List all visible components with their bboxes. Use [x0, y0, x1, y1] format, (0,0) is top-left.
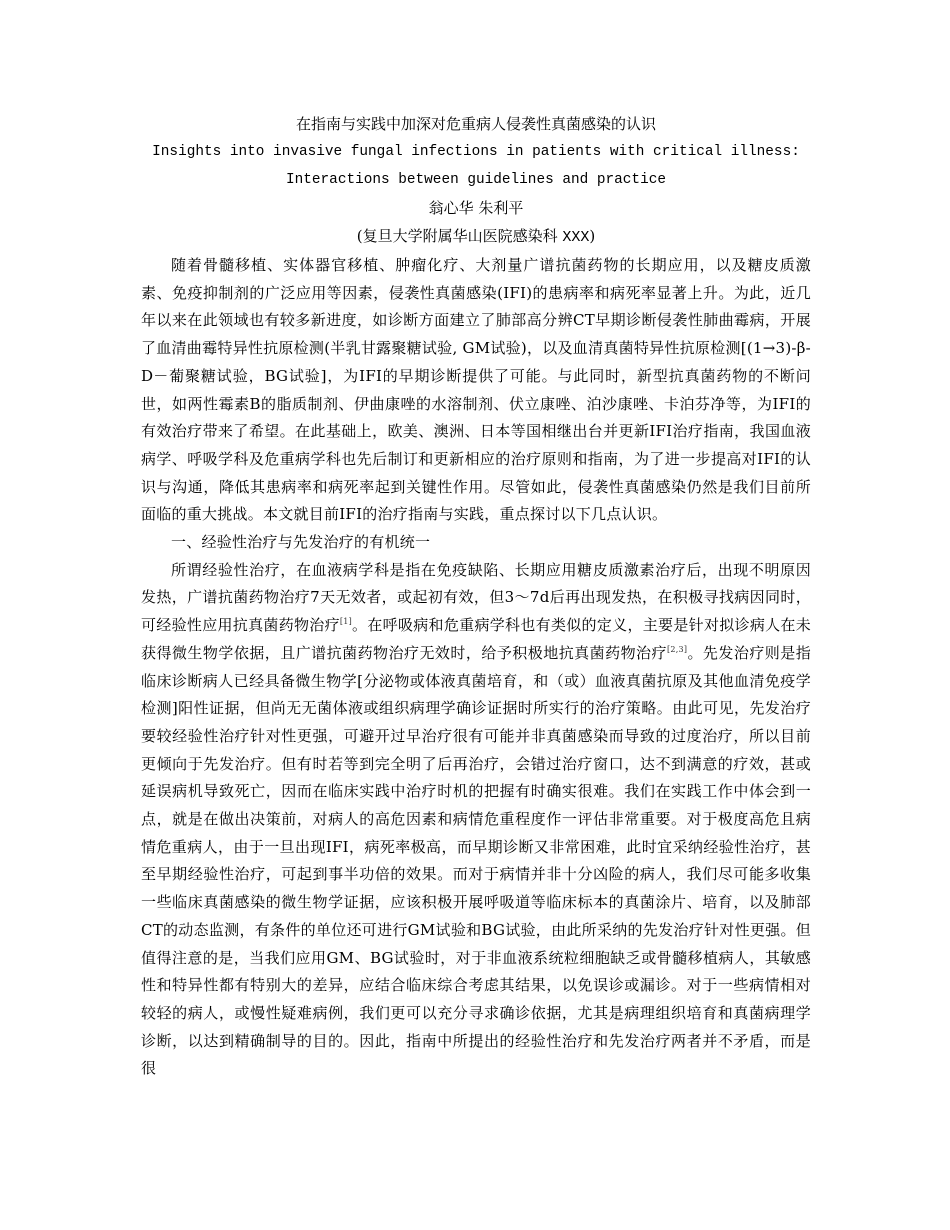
article-title-chinese: 在指南与实践中加深对危重病人侵袭性真菌感染的认识 — [295, 115, 656, 133]
intro-paragraph: 随着骨髓移植、实体器官移植、肿瘤化疗、大剂量广谱抗菌药物的长期应用，以及糖皮质激素、免疫抑制剂的广泛应用等因素，侵袭性真菌感染(IFI)的患病率和病死率显著上升。为此，近几年以来在此领域也有较多新进度，如诊断方面建立了肺部高分辨CT早期诊断侵袭性肺曲霉病，开展了血清曲霉特异性抗原检测(半乳甘露聚糖试验, GM试验)，以及血清真菌特异性抗原检测[(1→3)-β-D－葡聚糖试验，BG试验]，为IFI的早期诊断提供了可能。与此同时，新型抗真菌药物的不断问世，如两性霉素B的脂质制剂、伊曲康唑的水溶制剂、伏立康唑、泊沙康唑、卡泊芬净等，为IFI的有效治疗带来了希望。在此基础上，欧美、澳洲、日本等国相继出台并更新IFI治疗指南，我国血液病学、呼吸学科及危重病学科也先后制订和更新相应的治疗原则和指南，为了进一步提高对IFI的认识与沟通，降低其患病率和病死率起到关键性作用。尽管如此，侵袭性真菌感染仍然是我们目前所面临的重大挑战。本文就目前IFI的治疗指南与实践，重点探讨以下几点认识。 — [141, 256, 811, 524]
paragraph-text: 所谓经验性治疗，在血液病学科是指在免疫缺陷、长期应用糖皮质激素治疗后，出现不明原因发热，广谱抗菌药物治疗7天无效者，或起初有效，但3～7d后再出现发热，在积极寻找病因同时，可经验性应用抗真菌药物治疗 — [141, 560, 811, 635]
paragraph-text: 。先发治疗则是指临床诊断病人已经具备微生物学[分泌物或体液真菌培育，和（或）血液真菌抗原及其他血清免疫学检测]阳性证据，但尚无无菌体液或组织病理学确诊证据时所实行的治疗策略。由此可见，先发治疗要较经验性治疗针对性更强，可避开过早治疗很有可能并非真菌感染而导致的过度治疗，所以目前更倾向于先发治疗。但有时若等到完全明了后再治疗，会错过治疗窗口，达不到满意的疗效，甚或延误病机导致死亡，因而在临床实践中治疗时机的把握有时确实很难。我们在实践工作中体会到一点，就是在做出决策前，对病人的高危因素和病情危重程度作一评估非常重要。对于极度高危且病情危重病人，由于一旦出现IFI，病死率极高，而早期诊断又非常困难，此时宜采纳经验性治疗，甚至早期经验性治疗，可起到事半功倍的效果。而对于病情并非十分凶险的病人，我们尽可能多收集一些临床真菌感染的微生物学证据，应该积极开展呼吸道等临床标本的真菌涂片、培育，以及肺部CT的动态监测，有条件的单位还可进行GM试验和BG试验，由此所采纳的先发治疗针对性更强。但值得注意的是，当我们应用GM、BG试验时，对于非血液系统粒细胞缺乏或骨髓移植病人，其敏感性和特异性都有特别大的差异，应结合临床综合考虑其结果，以免误诊或漏诊。对于一些病情相对较轻的病人，或慢性疑难病例，我们更可以充分寻求确诊依据，尤其是病理组织培育和真菌病理学诊断，以达到精确制导的目的。因此，指南中所提出的经验性治疗和先发治疗两者并不矛盾，而是很 — [141, 643, 811, 1078]
author-names: 翁心华 朱利平 — [428, 199, 524, 217]
affiliation-name: (复旦大学附属华山医院感染科 — [356, 227, 563, 245]
article-title-english-line-2: Interactions between guidelines and practice — [286, 172, 666, 188]
affiliation-close: ) — [589, 227, 596, 245]
section-heading-1: 一、经验性治疗与先发治疗的有机统一 — [171, 533, 431, 552]
paragraph-text: 。在呼吸病和危重病学科也有类似的定义，主要是针对拟诊病人在未获得微生物学依据，且广谱抗菌药物治疗无效时，给予积极地抗真菌药物治疗 — [141, 616, 811, 662]
affiliation-code: XXX — [562, 229, 590, 246]
author-affiliation — [141, 222, 811, 252]
citation-reference-1: [1] — [339, 617, 352, 627]
citation-reference-2-3: [2,3] — [667, 644, 688, 654]
article-title-english-line-1: Insights into invasive fungal infections in patients with critical illness: — [152, 144, 800, 160]
document-page — [141, 110, 811, 1083]
section-1-paragraph — [141, 557, 811, 1083]
